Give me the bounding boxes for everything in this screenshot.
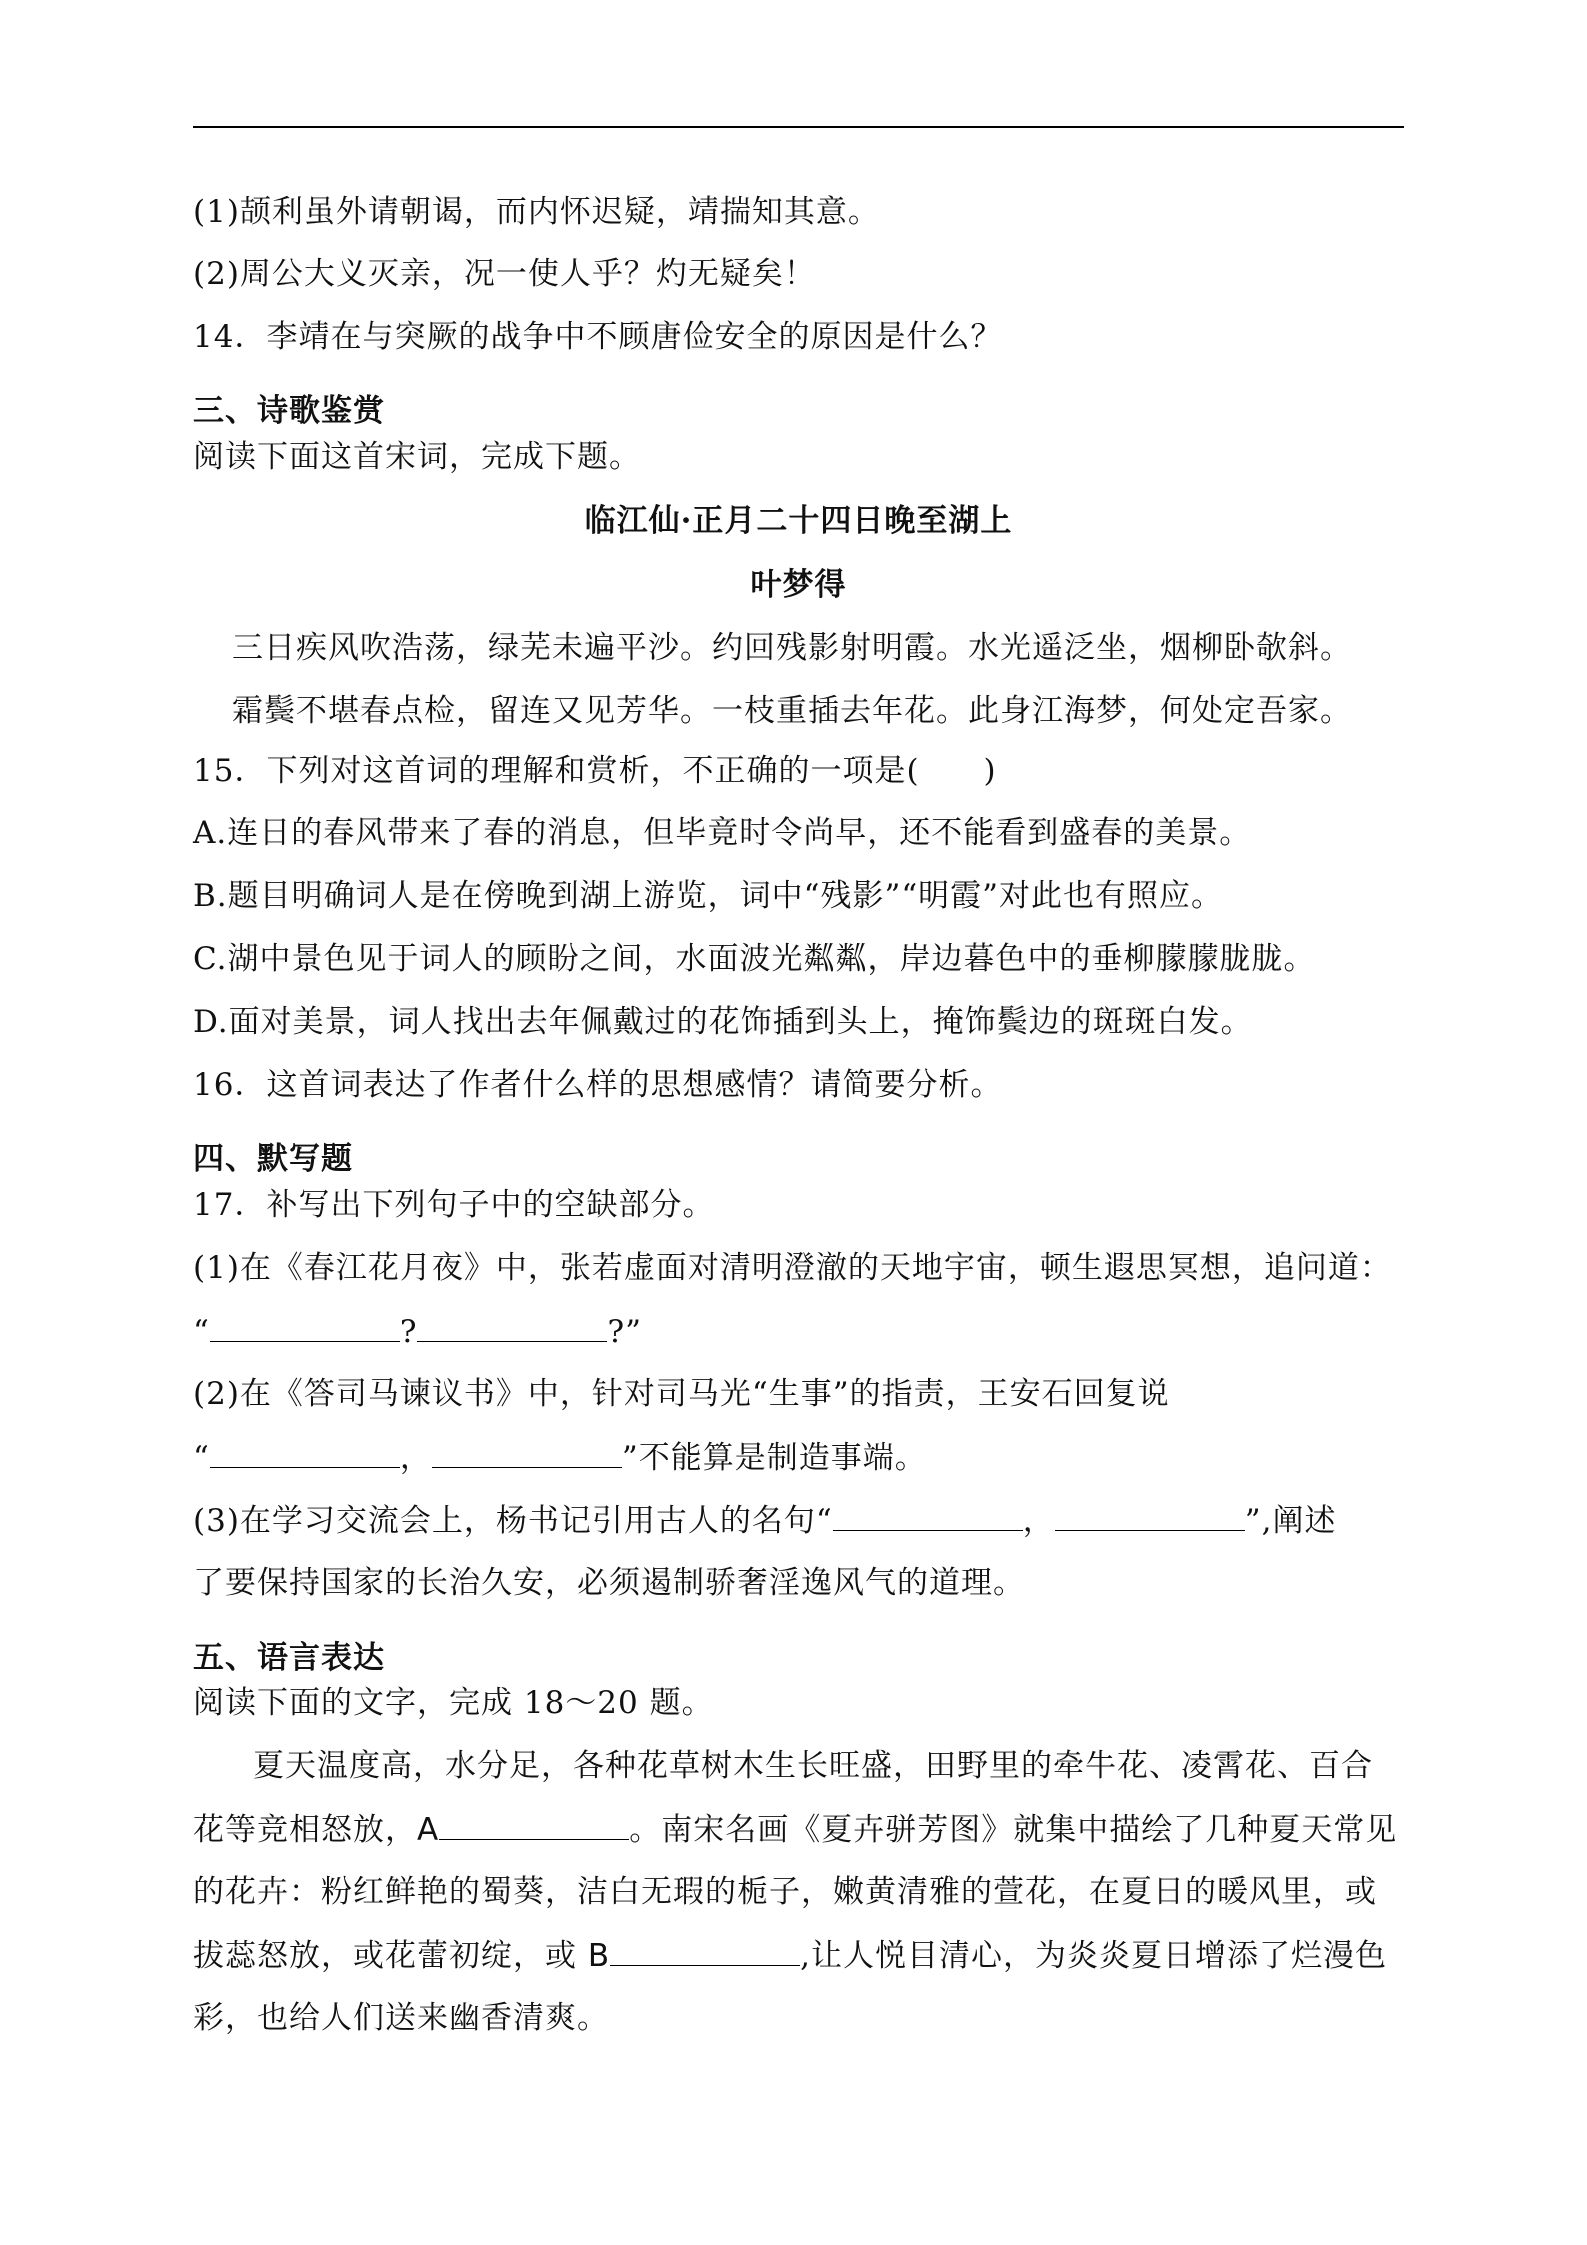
section-3-intro: 阅读下面这首宋词，完成下题。 (193, 439, 641, 475)
poem-line-1: 三日疾风吹浩荡，绿芜未遍平沙。约回残影射明霞。水光遥泛坐，烟柳卧欹斜。 (232, 630, 1352, 666)
q17-part-2: (2)在《答司马谏议书》中，针对司马光“生事”的指责，王安石回复说 (193, 1376, 1170, 1412)
q17-part-1-blanks: “ ? ?” (193, 1311, 1408, 1352)
blank-label-b: B (587, 1938, 611, 1974)
question-16: 16．这首词表达了作者什么样的思想感情？请简要分析。 (193, 1067, 1003, 1103)
poem-title: 临江仙·正月二十四日晚至湖上 (584, 503, 1013, 539)
blank-line (439, 1809, 629, 1840)
passage-line-1: 夏天温度高，水分足，各种花草树木生长旺盛，田野里的牵牛花、凌霄花、百合 (253, 1748, 1373, 1784)
question-15: 15．下列对这首词的理解和赏析，不正确的一项是( ) (193, 753, 997, 789)
passage-line-3: 的花卉：粉红鲜艳的蜀葵，洁白无瑕的栀子，嫩黄清雅的萱花，在夏日的暖风里，或 (193, 1874, 1377, 1910)
blank-line (210, 1311, 400, 1342)
option-b: B.题目明确词人是在傍晚到湖上游览，词中“残影”“明霞”对此也有照应。 (193, 878, 1224, 914)
passage-line-4: 拔蕊怒放，或花蕾初绽，或 B ,让人悦目清心，为炎炎夏日增添了烂漫色 (193, 1935, 1408, 1976)
q17-part-3: (3)在学习交流会上，杨书记引用古人的名句“ ， ”,阐述 (193, 1500, 1408, 1541)
blank-line (610, 1935, 800, 1966)
blank-line (432, 1437, 622, 1468)
blank-label-a: A (417, 1812, 440, 1848)
blank-line (833, 1500, 1023, 1531)
poem-line-2: 霜鬓不堪春点检，留连又见芳华。一枝重插去年花。此身江海梦，何处定吾家。 (232, 693, 1352, 729)
section-4-heading: 四、默写题 (193, 1141, 353, 1177)
q13-sentence-2: (2)周公大义灭亲，况一使人乎？灼无疑矣！ (193, 256, 816, 292)
header-rule (193, 126, 1404, 128)
poem-author: 叶梦得 (750, 567, 847, 603)
section-3-heading: 三、诗歌鉴赏 (193, 393, 385, 429)
blank-line (210, 1437, 400, 1468)
q17-part-2-blanks: “ ， ”不能算是制造事端。 (193, 1437, 1408, 1478)
section-5-intro: 阅读下面的文字，完成 18～20 题。 (193, 1685, 714, 1721)
q17-part-1: (1)在《春江花月夜》中，张若虚面对清明澄澈的天地宇宙，顿生遐思冥想，追问道： (193, 1250, 1392, 1286)
question-17: 17．补写出下列句子中的空缺部分。 (193, 1187, 715, 1223)
blank-line (1055, 1500, 1245, 1531)
blank-line (417, 1311, 607, 1342)
q13-sentence-1: (1)颉利虽外请朝谒，而内怀迟疑，靖揣知其意。 (193, 194, 880, 230)
q17-part-3-line-2: 了要保持国家的长治久安，必须遏制骄奢淫逸风气的道理。 (193, 1565, 1025, 1601)
option-a: A.连日的春风带来了春的消息，但毕竟时令尚早，还不能看到盛春的美景。 (193, 815, 1252, 851)
option-c: C.湖中景色见于词人的顾盼之间，水面波光粼粼，岸边暮色中的垂柳朦朦胧胧。 (193, 941, 1316, 977)
section-5-heading: 五、语言表达 (193, 1640, 385, 1676)
passage-line-2: 花等竞相怒放，A 。南宋名画《夏卉骈芳图》就集中描绘了几种夏天常见 (193, 1809, 1408, 1850)
option-d: D.面对美景，词人找出去年佩戴过的花饰插到头上，掩饰鬓边的斑斑白发。 (193, 1004, 1253, 1040)
passage-line-5: 彩，也给人们送来幽香清爽。 (193, 2000, 609, 2036)
question-14: 14．李靖在与突厥的战争中不顾唐俭安全的原因是什么？ (193, 319, 1003, 355)
